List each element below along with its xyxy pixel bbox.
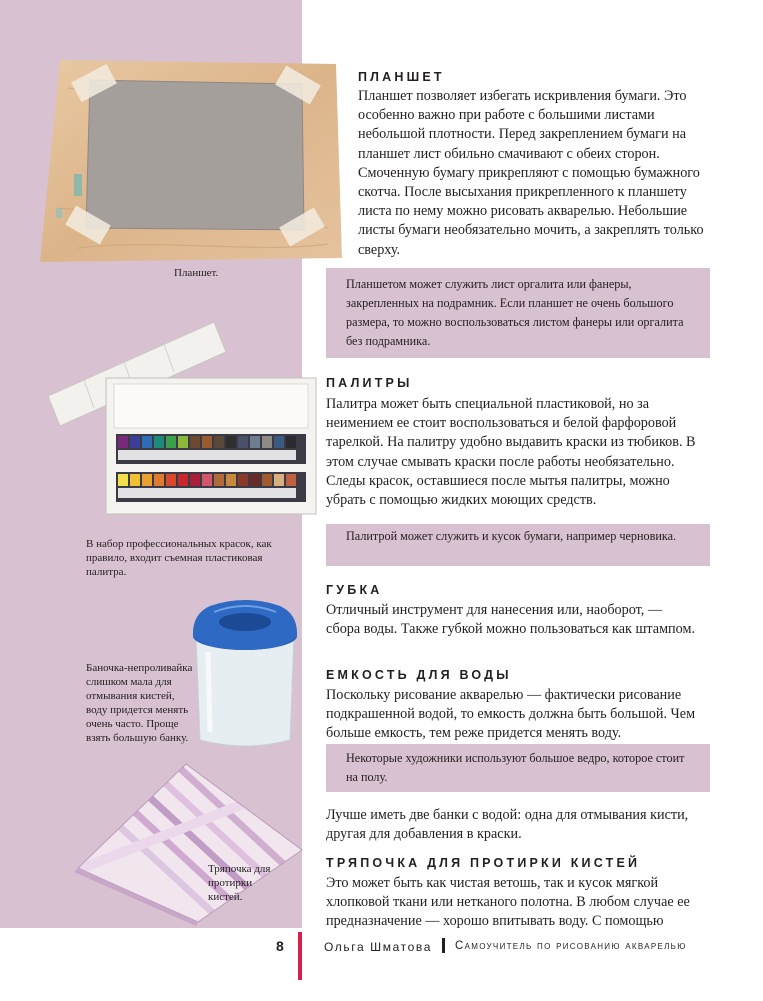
footer-book-title: Самоучитель по рисованию акварелью: [455, 940, 687, 952]
section-text-rag: Это может быть как чистая ветошь, так и кусок мягкой хлопковой ткани или нетканого полотна. В любом случае ее предназначение — хорошо впитывать воду. С помощью: [326, 875, 690, 928]
section-title-palettes: ПАЛИТРЫ: [326, 376, 413, 390]
section-text-sponge: Отличный инструмент для нанесения или, наоборот, — сбора воды. Также губкой можно пользоваться как штампом.: [326, 602, 695, 638]
page-number: 8: [276, 938, 284, 954]
section-title-sponge: ГУБКА: [326, 583, 383, 597]
palette-caption: В набор профессиональных красок, как правило, входит съемная пластиковая палитра.: [86, 538, 272, 578]
rag-caption: Тряпочка для протирки кистей.: [208, 863, 271, 903]
note-water-text: Некоторые художники используют большое ведро, которое стоит на полу.: [346, 751, 685, 784]
section-title-rag: ТРЯПОЧКА ДЛЯ ПРОТИРКИ КИСТЕЙ: [326, 856, 641, 870]
note-board: [326, 268, 710, 358]
footer-author: Ольга Шматова: [324, 940, 432, 954]
page-footer: [0, 932, 763, 1001]
jar-caption: Баночка-непроливайка слишком мала для отмывания кистей, воду придется менять очень часто. Проще взять большую банку.: [86, 662, 193, 744]
note-palettes: [326, 524, 710, 566]
section-title-water: ЕМКОСТЬ ДЛЯ ВОДЫ: [326, 668, 512, 682]
water-jar-photo: [184, 592, 306, 752]
footer-separator: [442, 938, 445, 953]
section-text-water: Поскольку рисование акварелью — фактически рисование подкрашенной водой, то емкость должна быть большой. Чем больше емкость, тем реже придется менять воду.: [326, 687, 696, 742]
section-text-board: Планшет позволяет избегать искривления бумаги. Это особенно важно при работе с большими листами небольшой плотности. Перед закреплением бумаги на планшет лист обильно смачивают с обеих сторон. Смоченную бумагу прикрепляют с помощью бумажного скотча. После высыхания прикрепленного к планшету листа по нему можно рисовать акварелью. Небольшие листы бумаги необязательно мочить, а закреплять только сверху.: [358, 88, 704, 258]
footer-accent-bar: [298, 932, 302, 980]
note-palettes-text: Палитрой может служить и кусок бумаги, например черновика.: [346, 529, 677, 543]
paint-box-photo: [44, 318, 320, 518]
drawing-board-photo: [38, 58, 344, 264]
section-title-board: ПЛАНШЕТ: [358, 70, 445, 84]
note-board-text: Планшетом может служить лист оргалита или фанеры, закрепленных на подрамник. Если планшет не очень большого размера, то можно воспользоваться листом фанеры или оргалита без подрамника.: [346, 277, 684, 348]
board-caption: Планшет.: [174, 267, 219, 279]
section-text-palettes: Палитра может быть специальной пластиковой, но за неимением ее стоит воспользоваться и белой фарфоровой тарелкой. На палитру удобно выдавить краски из тюбиков. В этом случае смывать краски после работы необязательно. Следы красок, оставшиеся после мытья палитры, можно убрать с помощью жидких моющих средств.: [326, 396, 696, 509]
section-text-water-after: Лучше иметь две банки с водой: одна для отмывания кисти, другая для добавления в краски.: [326, 807, 689, 843]
note-water: [326, 744, 710, 792]
